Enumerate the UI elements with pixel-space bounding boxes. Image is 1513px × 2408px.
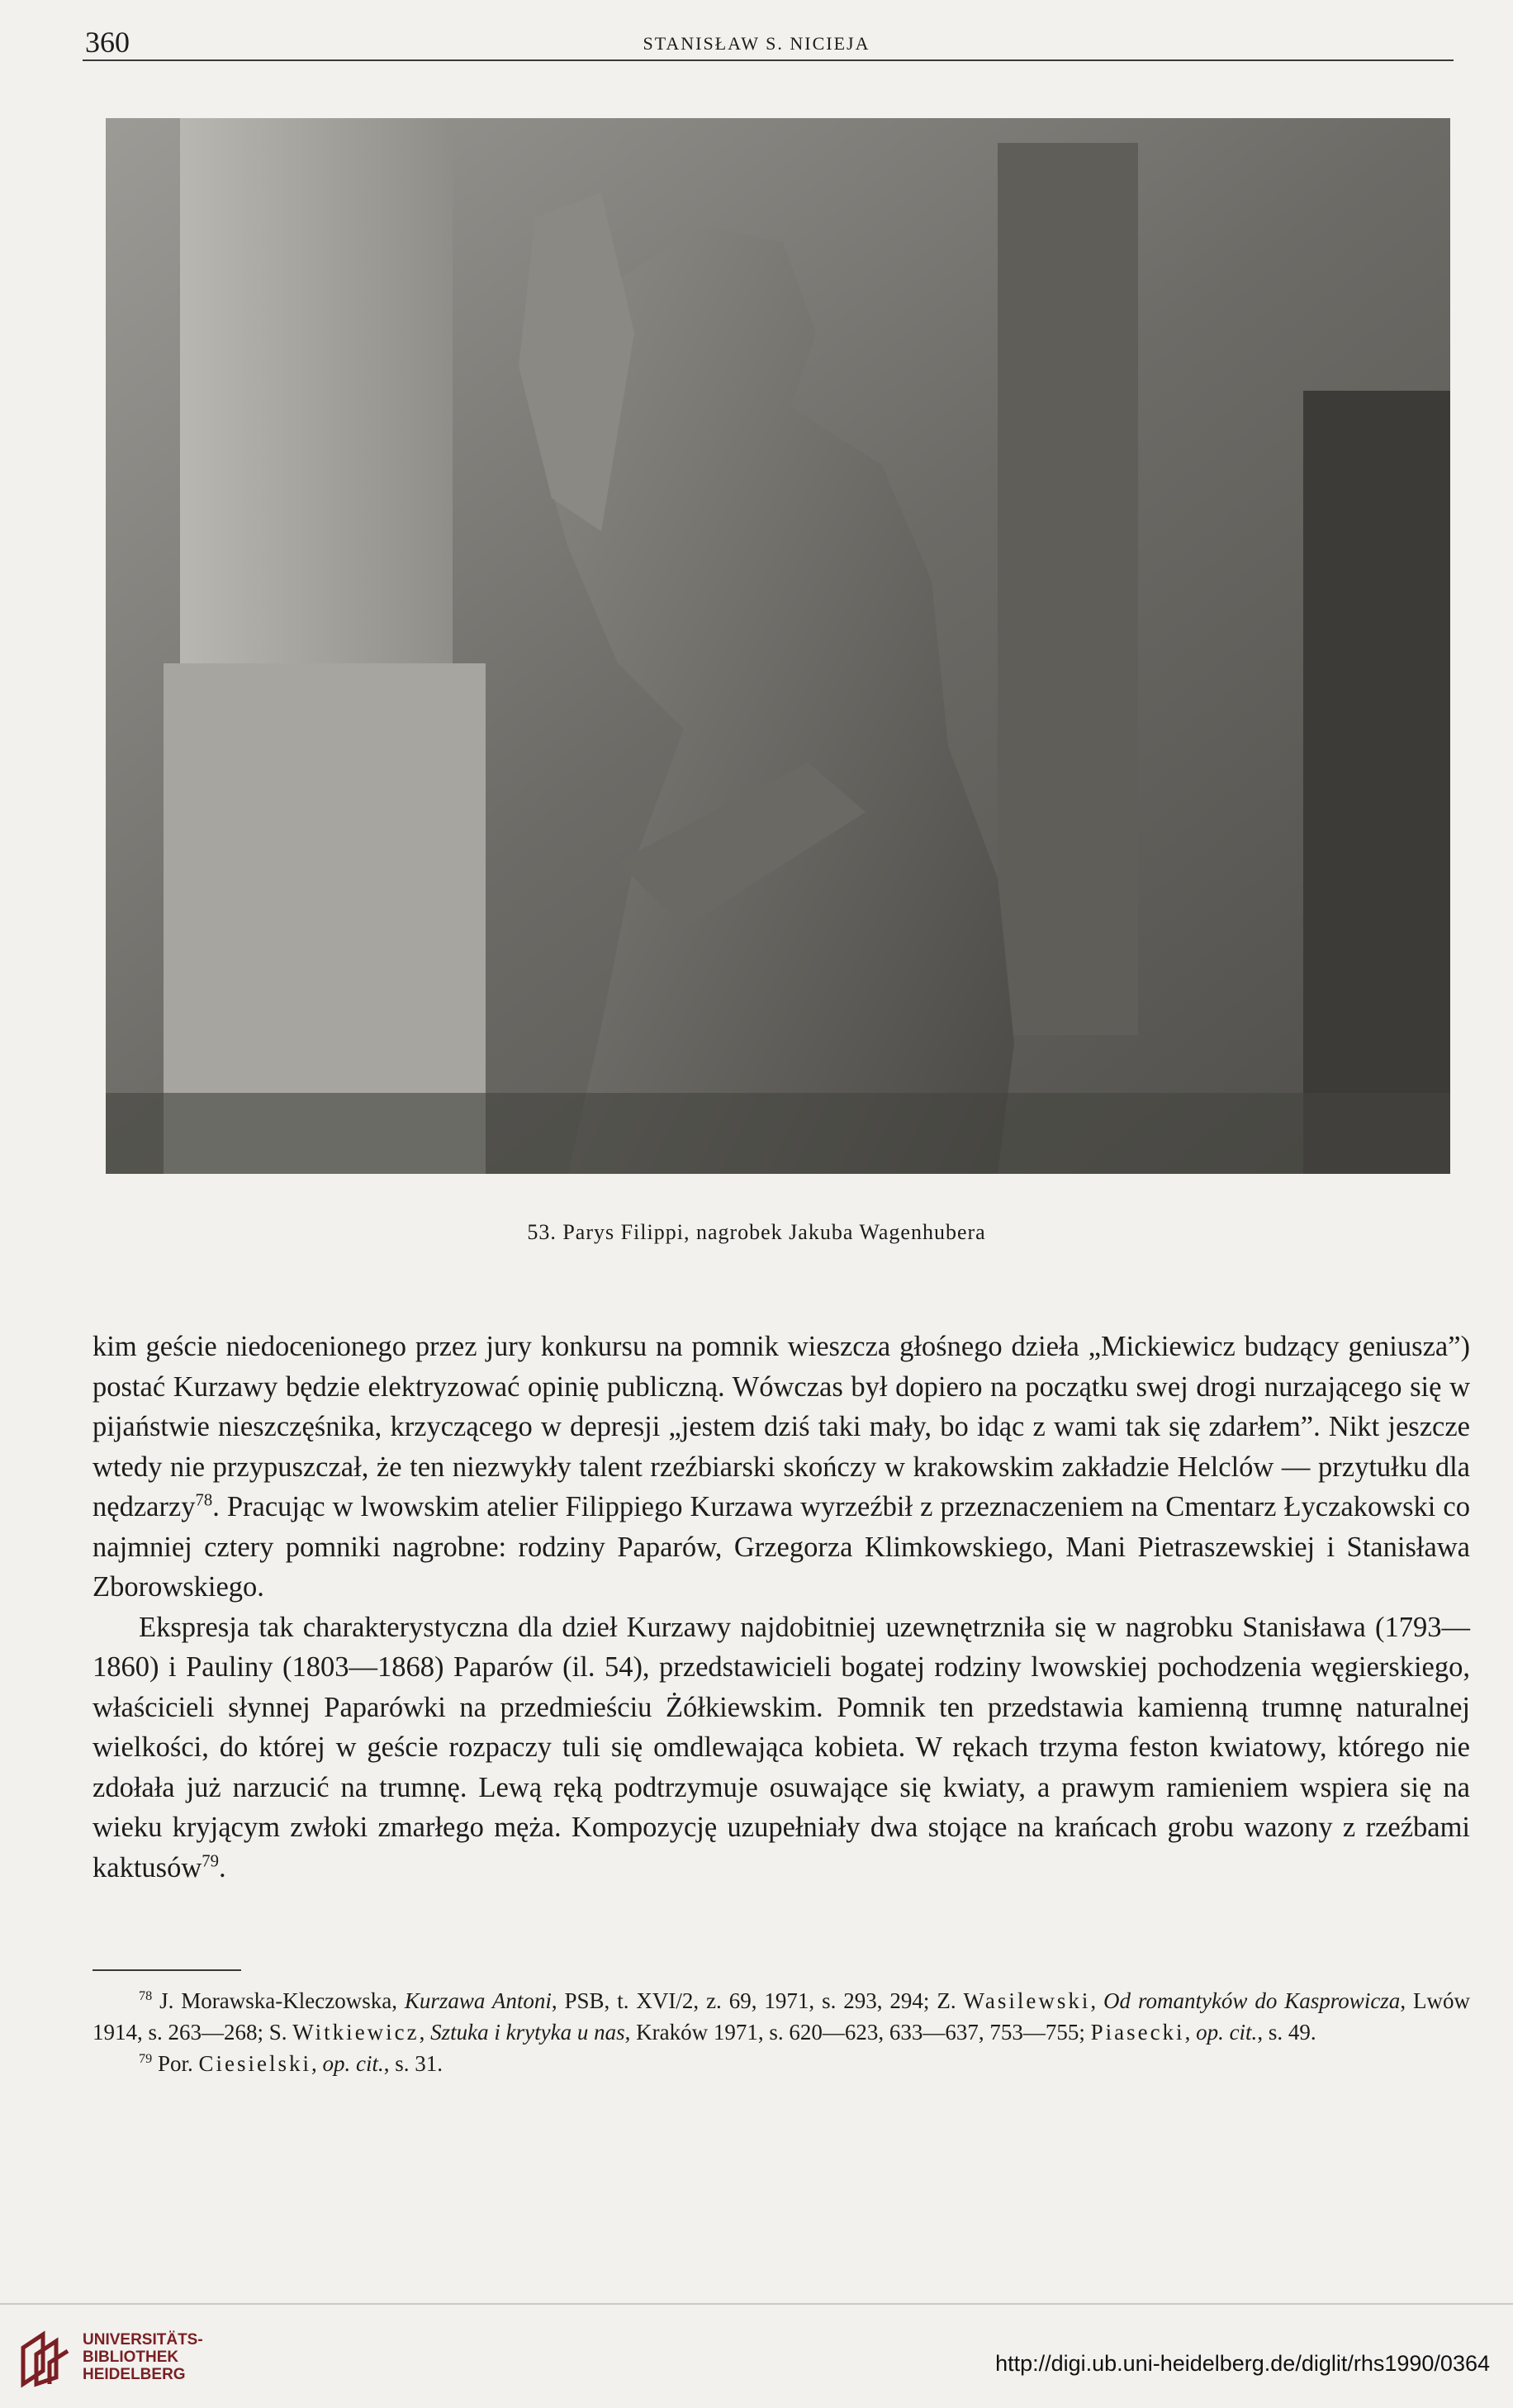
footnote-text: , — [419, 2020, 431, 2045]
paragraph-2 — [92, 1608, 1470, 1888]
running-head: STANISŁAW S. NICIEJA — [643, 33, 870, 54]
footnote-author: Ciesielski — [198, 2051, 311, 2076]
figure-caption: 53. Parys Filippi, nagrobek Jakuba Wagenhubera — [527, 1220, 986, 1244]
footnote-78 — [92, 1985, 1470, 2048]
paragraph-1-text-a: kim geście niedocenionego przez jury konkursu na pomnik wieszcza głośnego dzieła „Mickiewicz budzący geniusza”) postać Kurzawy będzie elektryzować opinię publiczną. Wówczas był dopiero na początku swej drogi nurzającego się w pijaństwie nieszczęśnika, krzyczącego w depresji „jestem dziś taki mały, bo idąc z wami tak się zdarłem”. Nikt jeszcze wtedy nie przypuszczał, że ten niezwykły talent rzeźbiarski skończy w krakowskim zakładzie Helclów — przytułku dla nędzarzy — [92, 1331, 1470, 1522]
statue-illustration — [106, 118, 1450, 1174]
footnote-title: op. cit. — [322, 2051, 384, 2076]
page-number: 360 — [85, 26, 130, 59]
logo-line-2: BIBLIOTHEK — [83, 2349, 179, 2366]
tombstone-photo — [106, 118, 1450, 1174]
footnote-number: 78 — [139, 1988, 153, 2003]
footnote-text: , s. 31. — [383, 2051, 443, 2076]
footnote-text: Por. — [152, 2051, 199, 2076]
footnote-author: Witkiewicz — [292, 2020, 420, 2045]
footnotes — [92, 1985, 1470, 2079]
footer-rule — [0, 2303, 1513, 2305]
footnote-title: op. cit. — [1196, 2020, 1258, 2045]
footnote-text: , — [1184, 2020, 1197, 2045]
footnote-79 — [92, 2048, 1470, 2079]
library-logo-text — [83, 2331, 203, 2383]
source-url-link[interactable]: http://digi.ub.uni-heidelberg.de/diglit/rhs1990/0364 — [995, 2351, 1490, 2376]
paragraph-1 — [92, 1327, 1470, 1608]
footnote-text: J. Morawska-Kleczowska, — [152, 1988, 405, 2013]
logo-line-3: HEIDELBERG — [83, 2366, 186, 2383]
paragraph-2-text-b: . — [218, 1851, 226, 1883]
library-logo-icon — [15, 2330, 74, 2389]
footnote-title: Sztuka i krytyka u nas — [430, 2020, 625, 2045]
footnote-text: , — [1090, 1988, 1104, 2013]
footnote-number: 79 — [139, 2051, 153, 2066]
footnote-text: , Kraków 1971, s. 620—623, 633—637, 753—755; — [624, 2020, 1091, 2045]
footnote-author: Wasilewski — [963, 1988, 1091, 2013]
footnote-title: Kurzawa Antoni — [404, 1988, 552, 2013]
footnote-text: , s. 49. — [1257, 2020, 1316, 2045]
footnote-ref-78: 78 — [195, 1491, 213, 1510]
stone-cross — [998, 143, 1138, 1035]
footnote-text: , — [311, 2051, 323, 2076]
logo-line-1: UNIVERSITÄTS- — [83, 2331, 203, 2349]
footnote-ref-79: 79 — [202, 1852, 219, 1870]
paragraph-2-text-a: Ekspresja tak charakterystyczna dla dzieł Kurzawy najdobitniej uzewnętrzniła się w nagrobku Stanisława (1793—1860) i Pauliny (1803—1868) Paparów (il. 54), przedstawicieli bogatej rodziny lwowskiej pochodzenia węgierskiego, właścicieli słynnej Paparówki na przedmieściu Żółkiewskim. Pomnik ten przedstawia kamienną trumnę naturalnej wielkości, do której w geście rozpaczy tuli się omdlewająca kobieta. W rękach trzyma feston kwiatowy, którego nie zdołała już narzucić na trumnę. Lewą ręką podtrzymuje osuwające się kwiaty, a prawym ramieniem wspiera się na wieku kryjącym zwłoki zmarłego męża. Kompozycję uzupełniały dwa stojące na krańcach grobu wazony z rzeźbami kaktusów — [92, 1611, 1470, 1883]
footnote-text: , Lwów 1914, s. 263—268; S. — [92, 1988, 1470, 2045]
footnote-title: Od romantyków do Kasprowicza — [1103, 1988, 1401, 2013]
body-text — [92, 1327, 1470, 1888]
paragraph-1-text-b: . Pracując w lwowskim atelier Filippiego Kurzawa wyrzeźbił z przeznaczeniem na Cmentarz Łyczakowski co najmniej cztery pomniki nagrobne: rodziny Paparów, Grzegorza Klimkowskiego, Mani Pietraszewskiej i Stanisława Zborowskiego. — [92, 1491, 1470, 1603]
footnote-rule — [92, 1969, 241, 1971]
header-rule — [83, 59, 1454, 61]
footnote-text: , PSB, t. XVI/2, z. 69, 1971, s. 293, 294; Z. — [551, 1988, 964, 2013]
footnote-author: Piasecki — [1090, 2020, 1185, 2045]
